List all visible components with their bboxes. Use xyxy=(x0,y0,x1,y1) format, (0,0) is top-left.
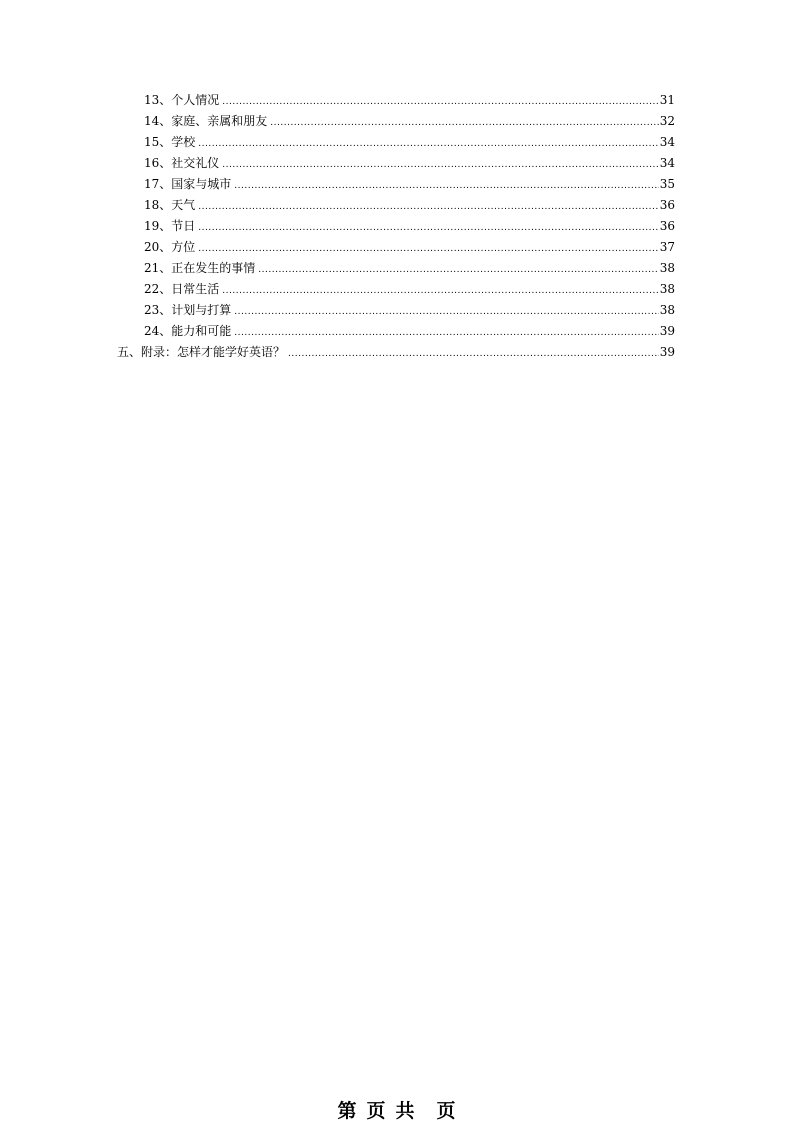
toc-page-number: 39 xyxy=(659,345,675,359)
toc-dot-leader xyxy=(222,155,658,175)
toc-dot-leader xyxy=(198,239,658,259)
toc-entry-label: 21、正在发生的事情 xyxy=(144,261,256,275)
toc-entry[interactable] xyxy=(144,279,675,299)
toc-page-number: 37 xyxy=(659,240,675,254)
toc-entry-label: 18、天气 xyxy=(144,198,196,212)
toc-dot-leader xyxy=(234,176,658,196)
toc-dot-leader xyxy=(270,113,658,133)
toc-dot-leader xyxy=(234,302,658,322)
toc-entry-label: 15、学校 xyxy=(144,135,196,149)
toc-entry-label: 22、日常生活 xyxy=(144,282,220,296)
toc-page-number: 34 xyxy=(659,156,675,170)
toc-page-number: 35 xyxy=(659,177,675,191)
toc-page-number: 34 xyxy=(659,135,675,149)
toc-entry[interactable] xyxy=(144,216,675,236)
toc-entry-label: 20、方位 xyxy=(144,240,196,254)
toc-dot-leader xyxy=(234,323,658,343)
toc-entry[interactable] xyxy=(144,153,675,173)
toc-entry-label: 24、能力和可能 xyxy=(144,324,232,338)
toc-dot-leader xyxy=(258,260,658,280)
toc-entry[interactable] xyxy=(144,321,675,341)
toc-entry-label: 16、社交礼仪 xyxy=(144,156,220,170)
toc-entry[interactable] xyxy=(144,132,675,152)
toc-page-number: 31 xyxy=(659,93,675,107)
toc-entry[interactable] xyxy=(144,174,675,194)
toc-entry-label: 14、家庭、亲属和朋友 xyxy=(144,114,268,128)
toc-entry-appendix[interactable] xyxy=(117,342,675,362)
footer-word-ye: 页 xyxy=(366,1100,386,1122)
toc-entry[interactable] xyxy=(144,111,675,131)
footer-word-ye-total: 页 xyxy=(436,1100,456,1122)
toc-dot-leader xyxy=(198,218,658,238)
toc-entry[interactable] xyxy=(144,258,675,278)
toc-dot-leader xyxy=(222,281,658,301)
toc-entry-label: 17、国家与城市 xyxy=(144,177,232,191)
toc-entry-label: 19、节日 xyxy=(144,219,196,233)
toc-page-number: 36 xyxy=(659,219,675,233)
toc-entry-label: 13、个人情况 xyxy=(144,93,220,107)
toc-entry-label: 23、计划与打算 xyxy=(144,303,232,317)
toc-page-number: 38 xyxy=(659,261,675,275)
toc-entry[interactable] xyxy=(144,195,675,215)
toc-dot-leader xyxy=(198,197,658,217)
toc-entry[interactable] xyxy=(144,90,675,110)
toc-page-number: 32 xyxy=(659,114,675,128)
toc-dot-leader xyxy=(198,134,658,154)
footer-word-gong: 共 xyxy=(395,1100,415,1122)
toc-entry[interactable] xyxy=(144,237,675,257)
toc-dot-leader xyxy=(222,92,658,112)
toc-dot-leader xyxy=(288,344,659,364)
footer-word-di: 第 xyxy=(337,1100,357,1122)
toc-page-number: 39 xyxy=(659,324,675,338)
toc-entry-label: 五、附录：怎样才能学好英语？ xyxy=(117,345,286,359)
toc-page-number: 38 xyxy=(659,282,675,296)
toc-page-number: 36 xyxy=(659,198,675,212)
page-footer xyxy=(0,1096,793,1123)
toc-entry[interactable] xyxy=(144,300,675,320)
toc-page-number: 38 xyxy=(659,303,675,317)
